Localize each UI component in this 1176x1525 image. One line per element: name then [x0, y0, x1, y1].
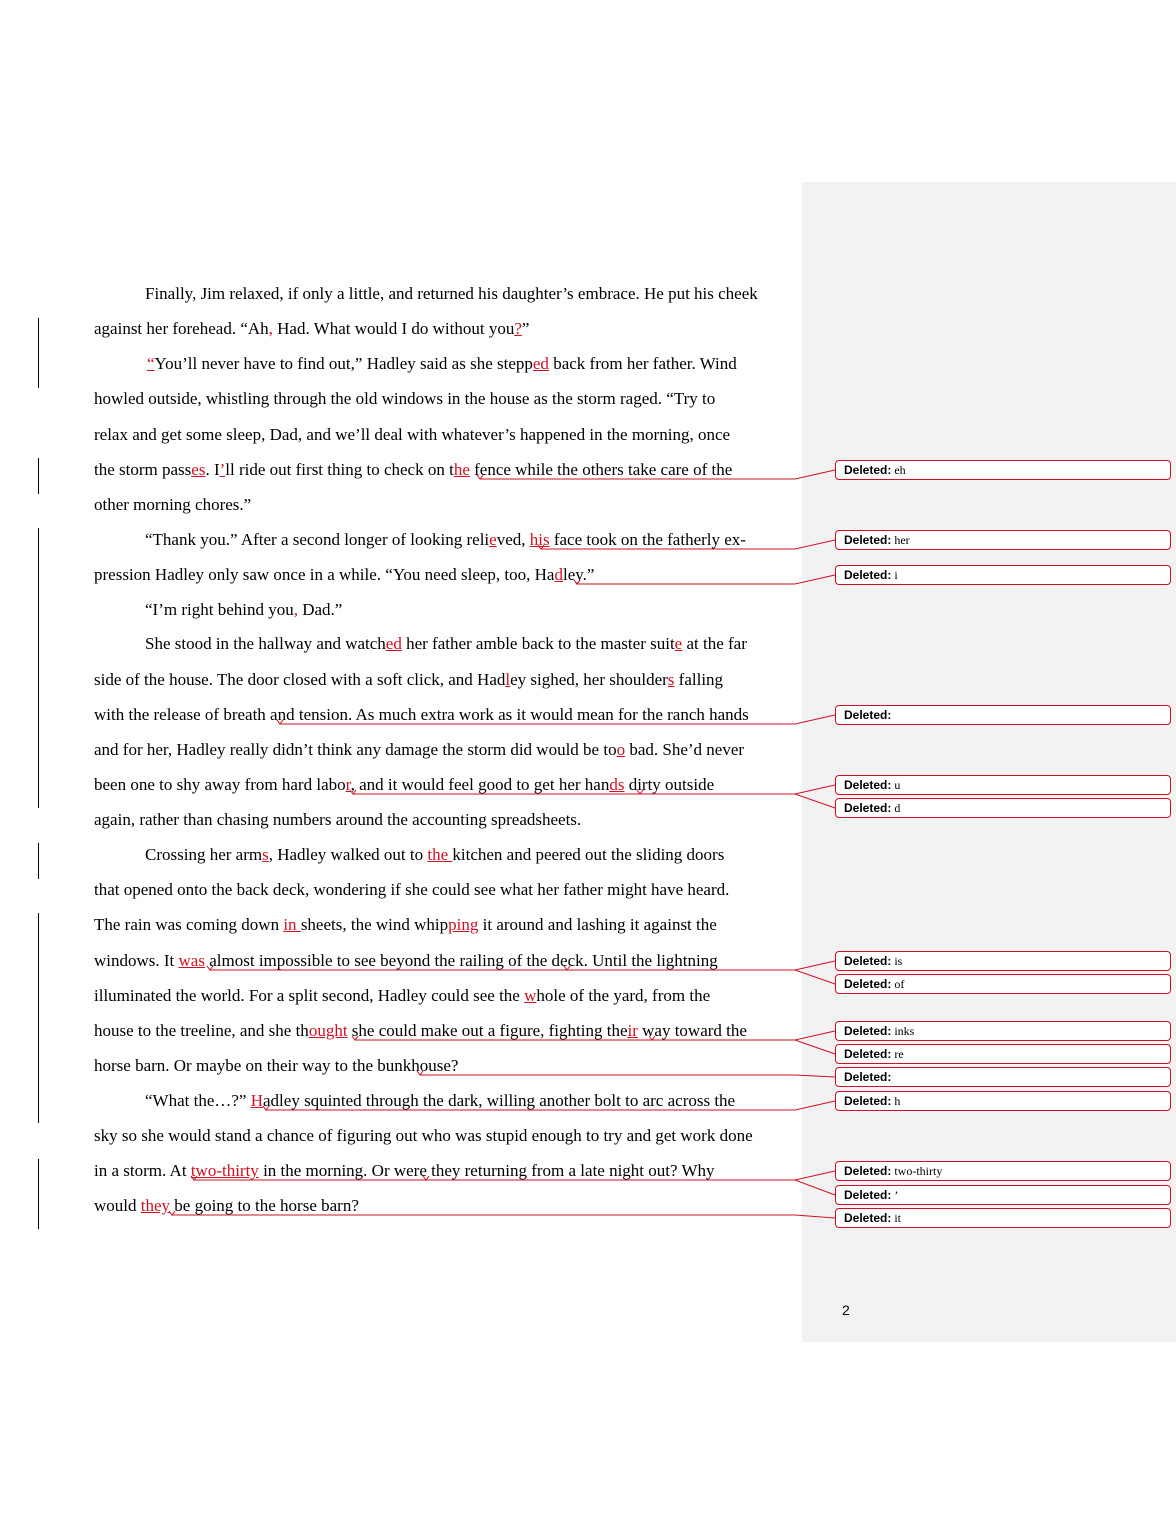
text-line [145, 1090, 735, 1112]
change-bar [38, 458, 39, 494]
deleted-label: Deleted: [844, 1047, 892, 1061]
text-run: adley squinted through the dark, willing another bolt to arc across the [263, 1091, 736, 1110]
text-run: Had. What would I do without you [272, 319, 515, 338]
leader-line [420, 1075, 835, 1077]
change-bar [38, 528, 39, 808]
text-line [94, 388, 715, 410]
text-run: house to the treeline, and she th [94, 1021, 309, 1040]
text-run: ll ride out first thing to check on t [225, 460, 454, 479]
deleted-label: Deleted: [844, 533, 892, 547]
deleted-text: u [891, 778, 901, 792]
text-line [94, 1195, 359, 1217]
change-bar [38, 913, 39, 1123]
text-run: . I [205, 460, 220, 479]
text-run: ” [521, 319, 530, 338]
text-run: that opened onto the back deck, wondering if she could see what her father might have heard. [94, 880, 730, 899]
page-number: 2 [842, 1302, 850, 1318]
text-line [94, 1055, 458, 1077]
inserted-text: his [529, 530, 550, 549]
deleted-label: Deleted: [844, 801, 892, 815]
text-run: pression Hadley only saw once in a while. “You need sleep, too, Ha [94, 565, 555, 584]
deleted-comment-balloon[interactable] [835, 460, 1171, 480]
text-run: windows. It [94, 951, 179, 970]
text-line [94, 950, 718, 972]
inserted-text: ? [514, 319, 522, 338]
inserted-text: ir [627, 1021, 638, 1040]
text-run: hole of the yard, from the [536, 986, 711, 1005]
inserted-text: , [293, 600, 298, 619]
inserted-text: o [616, 740, 626, 759]
inserted-text: es [191, 460, 206, 479]
text-run: Finally, Jim relaxed, if only a little, and returned his daughter’s embrace. He put his cheek [145, 284, 758, 303]
text-run: fence while the others take care of the [469, 460, 733, 479]
text-run: other morning chores.” [94, 495, 252, 514]
text-line [94, 1125, 753, 1147]
text-run: way toward the [637, 1021, 747, 1040]
inserted-text: ds [609, 775, 625, 794]
text-line [145, 844, 724, 866]
text-run: and for her, Hadley really didn’t think any damage the storm did would be to [94, 740, 617, 759]
text-run: relax and get some sleep, Dad, and we’ll deal with whatever’s happened in the morning, once [94, 425, 731, 444]
deleted-text: h [891, 1094, 901, 1108]
deleted-text: her [891, 533, 910, 547]
inserted-text: H [250, 1091, 263, 1110]
deleted-text: two-thirty [891, 1164, 943, 1178]
text-run: Crossing her arm [145, 845, 263, 864]
deleted-text: eh [891, 463, 906, 477]
change-bar [38, 1159, 39, 1229]
deleted-text: i [891, 568, 898, 582]
text-run: ey sighed, her shoulder [510, 670, 668, 689]
text-line [147, 353, 737, 375]
deleted-label: Deleted: [844, 568, 892, 582]
change-bar [38, 843, 39, 879]
deleted-label: Deleted: [844, 954, 892, 968]
text-line [94, 494, 251, 516]
text-run: side of the house. The door closed with a soft click, and Had [94, 670, 506, 689]
deleted-comment-balloon[interactable] [835, 1208, 1171, 1228]
deleted-comment-balloon[interactable] [835, 1185, 1171, 1205]
text-run: almost impossible to see beyond the railing of the deck. Until the lightning [204, 951, 718, 970]
inserted-text: two-thirty [190, 1161, 259, 1180]
text-run: in a storm. At [94, 1161, 191, 1180]
text-run: bad. She’d never [625, 740, 745, 759]
inserted-text: ping [448, 915, 479, 934]
inserted-text: d [554, 565, 563, 584]
deleted-comment-balloon[interactable] [835, 1067, 1171, 1087]
text-run: would [94, 1196, 141, 1215]
inserted-text: ’ [219, 460, 226, 479]
deleted-label: Deleted: [844, 708, 892, 722]
text-run: , Hadley walked out to [268, 845, 428, 864]
deleted-comment-balloon[interactable] [835, 1091, 1171, 1111]
text-line [94, 914, 717, 936]
text-run: sky so she would stand a chance of figuring out who was stupid enough to try and get work done [94, 1126, 753, 1145]
text-line [94, 1160, 715, 1182]
deleted-text: of [891, 977, 905, 991]
deleted-label: Deleted: [844, 977, 892, 991]
inserted-text: the [427, 845, 453, 864]
text-run: The rain was coming down [94, 915, 284, 934]
deleted-comment-balloon[interactable] [835, 1021, 1171, 1041]
deleted-comment-balloon[interactable] [835, 705, 1171, 725]
deleted-text: re [891, 1047, 904, 1061]
inserted-text: , [268, 319, 273, 338]
inserted-text: ed [385, 634, 402, 653]
text-run: Dad.” [297, 600, 343, 619]
text-run: “What the…?” [145, 1091, 251, 1110]
text-run: She stood in the hallway and watch [145, 634, 386, 653]
text-line [94, 318, 529, 340]
change-bar [38, 318, 39, 388]
text-run: “Thank you.” After a second longer of looking reli [145, 530, 490, 549]
text-run: dirty outside [624, 775, 715, 794]
text-line [94, 1020, 747, 1042]
inserted-text: ed [532, 354, 549, 373]
inserted-text: w [524, 986, 537, 1005]
text-run: with the release of breath and tension. As much extra work as it would mean for the ranch hands [94, 705, 749, 724]
text-line [94, 809, 581, 831]
deleted-text: is [891, 954, 903, 968]
text-run: sheets, the wind whip [300, 915, 449, 934]
inserted-text: “ [147, 354, 155, 373]
text-line [145, 283, 758, 305]
text-run: be going to the horse barn? [170, 1196, 359, 1215]
text-run: ley.” [562, 565, 595, 584]
inserted-text: ought [308, 1021, 348, 1040]
text-line [94, 704, 749, 726]
inserted-text: e [674, 634, 683, 653]
text-run: she could make out a figure, fighting the [347, 1021, 628, 1040]
inserted-text: in [283, 915, 301, 934]
deleted-label: Deleted: [844, 463, 892, 477]
leader-line [567, 970, 835, 984]
deleted-label: Deleted: [844, 1188, 892, 1202]
text-line [145, 599, 342, 621]
inserted-text: s [667, 670, 675, 689]
text-run: against her forehead. “Ah [94, 319, 269, 338]
deleted-comment-balloon[interactable] [835, 1161, 1171, 1181]
leader-line [577, 575, 835, 584]
text-run: face took on the fatherly ex- [549, 530, 746, 549]
text-line [145, 529, 746, 551]
text-run: her father amble back to the master suit [401, 634, 675, 653]
deleted-label: Deleted: [844, 1024, 892, 1038]
inserted-text: e [489, 530, 497, 549]
deleted-text: d [891, 801, 901, 815]
text-line [94, 669, 723, 691]
text-line [94, 564, 594, 586]
text-run: howled outside, whistling through the old windows in the house as the storm raged. “Try to [94, 389, 716, 408]
text-line [94, 459, 732, 481]
deleted-comment-balloon[interactable] [835, 1044, 1171, 1064]
text-line [94, 739, 744, 761]
inserted-text: he [453, 460, 470, 479]
text-run: , and it would feel good to get her han [350, 775, 610, 794]
deleted-text: ’ [891, 1188, 899, 1202]
text-run: ved, [496, 530, 530, 549]
inserted-text: they [140, 1196, 171, 1215]
deleted-comment-balloon[interactable] [835, 530, 1171, 550]
inserted-text: l [505, 670, 511, 689]
deleted-comment-balloon[interactable] [835, 974, 1171, 994]
text-line [94, 879, 729, 901]
deleted-comment-balloon[interactable] [835, 775, 1171, 795]
text-line [145, 633, 747, 655]
inserted-text: r [345, 775, 351, 794]
text-line [94, 424, 730, 446]
text-run: back from her father. Wind [548, 354, 737, 373]
text-run: kitchen and peered out the sliding doors [452, 845, 725, 864]
text-run: in the morning. Or were they returning from a late night out? Why [258, 1161, 715, 1180]
text-run: at the far [682, 634, 747, 653]
deleted-comment-balloon[interactable] [835, 798, 1171, 818]
deleted-label: Deleted: [844, 1164, 892, 1178]
deleted-comment-balloon[interactable] [835, 951, 1171, 971]
deleted-label: Deleted: [844, 1094, 892, 1108]
deleted-label: Deleted: [844, 778, 892, 792]
text-run: been one to shy away from hard labo [94, 775, 346, 794]
inserted-text: s [262, 845, 269, 864]
deleted-comment-balloon[interactable] [835, 565, 1171, 585]
leader-line [426, 1180, 835, 1195]
deleted-text: it [891, 1211, 902, 1225]
text-run: again, rather than chasing numbers around the accounting spreadsheets. [94, 810, 582, 829]
text-run: You’ll never have to find out,” Hadley said as she stepp [154, 354, 533, 373]
deleted-text: inks [891, 1024, 915, 1038]
text-line [94, 985, 710, 1007]
text-line [94, 774, 714, 796]
deleted-label: Deleted: [844, 1070, 892, 1084]
inserted-text: was [178, 951, 205, 970]
text-run: it around and lashing it against the [478, 915, 717, 934]
text-run: the storm pass [94, 460, 192, 479]
deleted-label: Deleted: [844, 1211, 892, 1225]
text-run: “I’m right behind you [145, 600, 294, 619]
text-run: horse barn. Or maybe on their way to the bunkhouse? [94, 1056, 459, 1075]
text-run: falling [674, 670, 724, 689]
text-run: illuminated the world. For a split second, Hadley could see the [94, 986, 525, 1005]
